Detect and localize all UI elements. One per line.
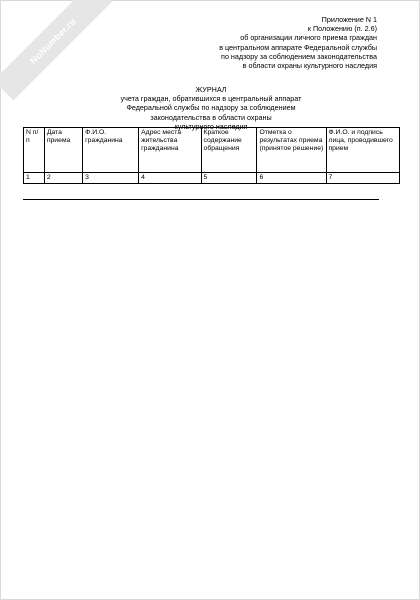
journal-table — [23, 127, 400, 184]
separator-line — [23, 199, 379, 200]
header-official: Ф.И.О. и подпись лица, проводившего прием — [326, 128, 400, 173]
header-result: Отметка о результатах приема (принятое решение) — [257, 128, 326, 173]
table-header-row — [24, 128, 400, 173]
appendix-line-3: об организации личного приема граждан — [240, 33, 377, 43]
column-number-1: 1 — [24, 173, 45, 184]
journal-subtitle-line-1: учета граждан, обратившихся в центральный аппарат — [120, 94, 302, 104]
header-citizen-name: Ф.И.О. гражданина — [83, 128, 139, 173]
table-numbering-row — [24, 173, 400, 184]
journal-subtitle-line-2: Федеральной службы по надзору за соблюдением — [126, 103, 296, 113]
appendix-line-5: по надзору за соблюдением законодательства — [221, 51, 377, 61]
header-date: Дата приема — [44, 128, 82, 173]
appendix-line-4: в центральном аппарате Федеральной службы — [219, 42, 377, 52]
column-number-4: 4 — [139, 173, 201, 184]
watermark-ribbon: NoNumber.ru — [0, 0, 112, 100]
column-number-6: 6 — [257, 173, 326, 184]
appendix-line-2: к Положению (п. 2.6) — [307, 24, 377, 34]
header-address: Адрес места жительства гражданина — [139, 128, 201, 173]
journal-title: ЖУРНАЛ — [195, 85, 227, 94]
column-number-5: 5 — [201, 173, 257, 184]
journal-subtitle-line-4: культурного наследия — [174, 121, 248, 131]
column-number-7: 7 — [326, 173, 400, 184]
appendix-line-6: в области охраны культурного наследия — [242, 61, 377, 71]
header-summary: Краткое содержание обращения — [201, 128, 257, 173]
header-number: N п/п — [24, 128, 45, 173]
appendix-reference — [219, 15, 377, 70]
column-number-2: 2 — [44, 173, 82, 184]
appendix-line-1: Приложение N 1 — [321, 15, 377, 24]
journal-heading — [1, 85, 420, 131]
column-number-3: 3 — [83, 173, 139, 184]
journal-subtitle-line-3: законодательства в области охраны — [150, 112, 272, 122]
